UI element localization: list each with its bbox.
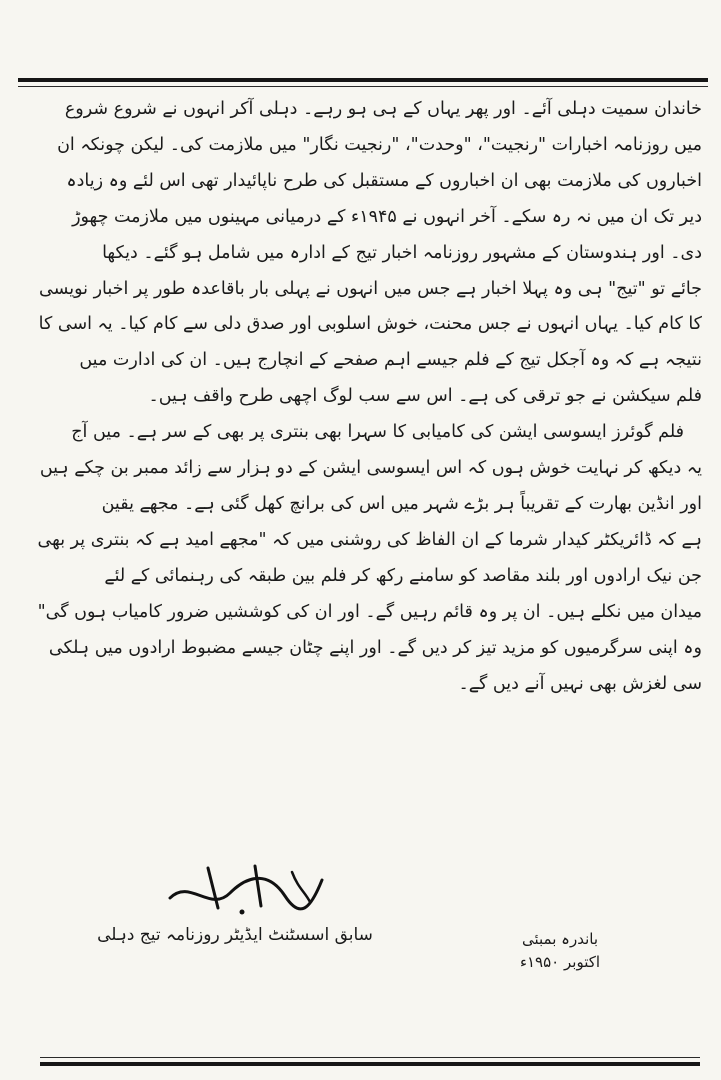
top-border-thick bbox=[18, 78, 708, 82]
handwritten-signature bbox=[160, 858, 330, 920]
bottom-border-thick bbox=[40, 1062, 700, 1066]
text-line: فلم سیکشن نے جو ترقی کی ہے۔ اس سے سب لوگ اچھی طرح واقف ہیں۔ bbox=[148, 386, 702, 407]
text-line: جائے تو "تیج" ہی وہ پہلا اخبار ہے جس میں انہوں نے پہلی بار باقاعدہ طور پر اخبار نویسی bbox=[39, 278, 702, 299]
date-label: اکتوبر ۱۹۵۰ء bbox=[519, 953, 601, 971]
place-label: باندرہ بمبئی bbox=[522, 930, 598, 948]
place-date bbox=[515, 928, 605, 974]
text-line: ہے کہ ڈائریکٹر کیدار شرما کے ان الفاظ کی روشنی میں کہ "مجھے امید ہے کہ بنتری پر بھی bbox=[37, 529, 702, 550]
signature-designation: سابق اسسٹنٹ ایڈیٹر روزنامہ تیج دہلی bbox=[97, 925, 373, 945]
text-line: نتیجہ ہے کہ وہ آجکل تیج کے فلم جیسے اہم صفحے کے انچارج ہیں۔ ان کی ادارت میں bbox=[79, 350, 702, 371]
text-line: دی۔ اور ہندوستان کے مشہور روزنامہ اخبار تیج کے ادارہ میں شامل ہو گئے۔ دیکھا bbox=[102, 242, 702, 263]
bottom-border-thin bbox=[40, 1057, 700, 1058]
text-line: اور انڈین بھارت کے تقریباً ہر بڑے شہر میں اس کی برانچ کھل گئی ہے۔ مجھے یقین bbox=[101, 493, 702, 514]
text-line: جن نیک ارادوں اور بلند مقاصد کو سامنے رکھ کر فلم بین طبقہ کی رہنمائی کے لئے bbox=[104, 565, 702, 586]
body-text bbox=[22, 92, 702, 862]
text-line: میں روزنامہ اخبارات "رنجیت"، "وحدت"، "رنجیت نگار" میں ملازمت کی۔ لیکن چونکہ ان bbox=[57, 134, 702, 155]
text-line: فلم گوئرز ایسوسی ایشن کی کامیابی کا سہرا بھی بنتری پر بھی کے سر ہے۔ میں آج bbox=[71, 422, 684, 443]
text-line: اخباروں کی ملازمت بھی ان اخباروں کے مستقبل کی طرح ناپائیدار تھی اس لئے وہ زیادہ bbox=[66, 170, 702, 191]
text-line: کا کام کیا۔ یہاں انہوں نے جس محنت، خوش اسلوبی اور صدق دلی سے کام کیا۔ یہ اسی کا bbox=[38, 314, 702, 335]
top-border-thin bbox=[18, 86, 708, 87]
text-line: یہ دیکھ کر نہایت خوش ہوں کہ اس ایسوسی ایشن کے دو ہزار سے زائد ممبر بن چکے ہیں bbox=[39, 458, 702, 479]
text-line: وہ اپنی سرگرمیوں کو مزید تیز کر دیں گے۔ اور اپنے چٹان جیسے مضبوط ارادوں میں ہلکی bbox=[48, 637, 702, 658]
text-line: سی لغزش بھی نہیں آنے دیں گے۔ bbox=[458, 673, 702, 694]
text-line: دیر تک ان میں نہ رہ سکے۔ آخر انہوں نے ۱۹۴۵ء کے درمیانی مہینوں میں ملازمت چھوڑ bbox=[72, 206, 702, 227]
text-line: میدان میں نکلے ہیں۔ ان پر وہ قائم رہیں گے۔ اور ان کی کوششیں ضرور کامیاب ہوں گی" bbox=[37, 601, 702, 622]
text-line: خاندان سمیت دہلی آئے۔ اور پھر یہاں کے ہی ہو رہے۔ دہلی آکر انہوں نے شروع شروع bbox=[64, 99, 702, 119]
